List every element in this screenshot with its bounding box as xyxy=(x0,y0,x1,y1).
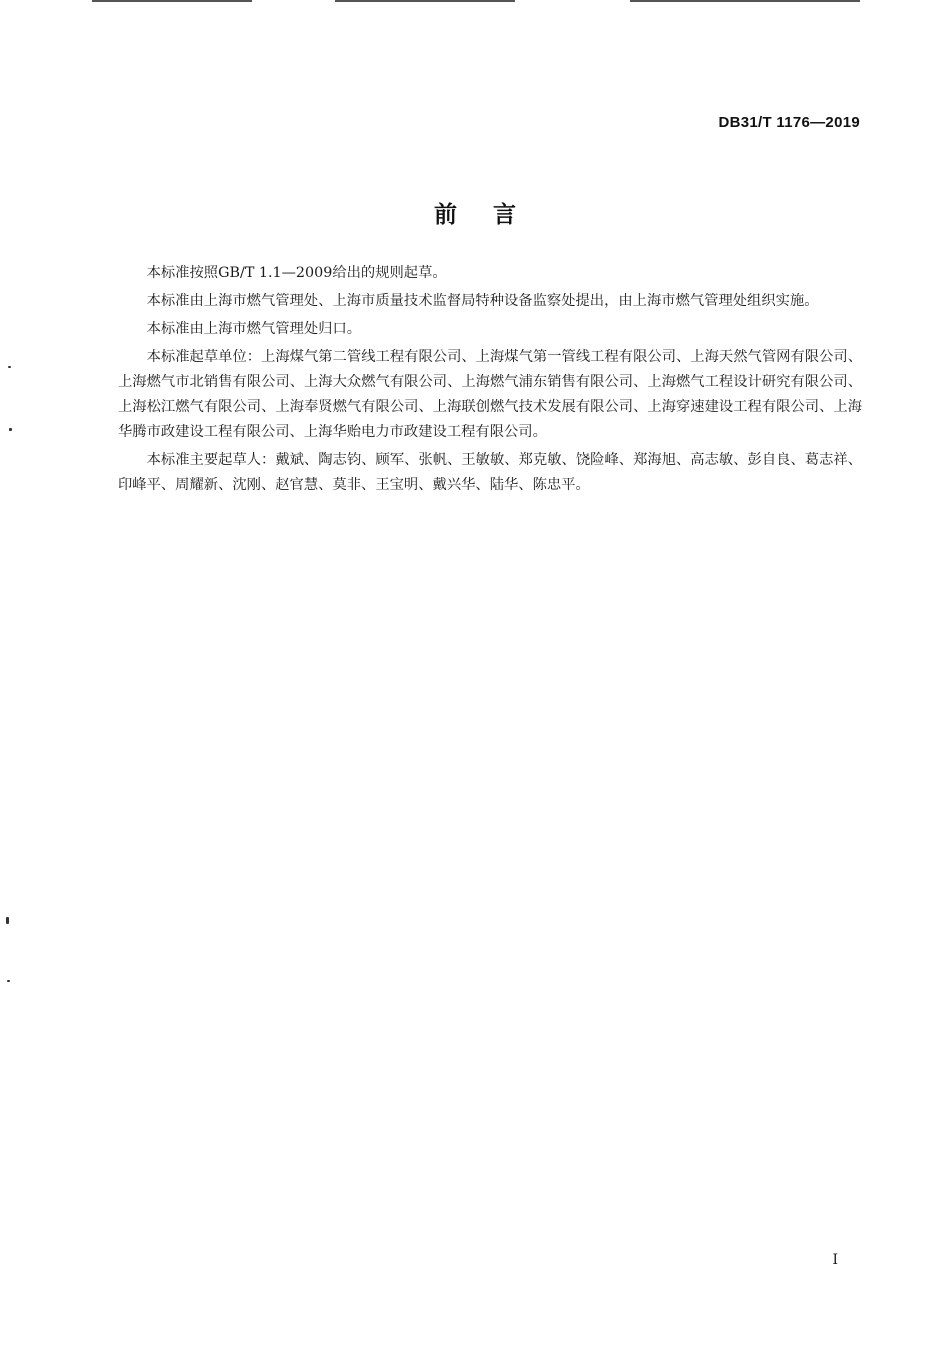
scan-edge-line xyxy=(335,0,515,2)
paragraph-drafting-rules: 本标准按照GB/T 1.1—2009给出的规则起草。 xyxy=(146,265,447,281)
paragraph-drafting-units: 本标准起草单位：上海煤气第二管线工程有限公司、上海煤气第一管线工程有限公司、上海天然气管网有限公司、上海燃气市北销售有限公司、上海大众燃气有限公司、上海燃气浦东销售有限公司、上海燃气工程设计研究有限公司、上海松江燃气有限公司、上海奉贤燃气有限公司、上海联创燃气技术发展有限公司、上海穿速建设工程有限公司、上海华腾市政建设工程有限公司、上海华贻电力市政建设工程有限公司。 xyxy=(118,349,862,440)
scan-speck xyxy=(9,428,12,431)
paragraph-proposer: 本标准由上海市燃气管理处、上海市质量技术监督局特种设备监察处提出，由上海市燃气管理处组织实施。 xyxy=(146,293,819,309)
scan-speck xyxy=(7,980,10,982)
document-code: DB31/T 1176—2019 xyxy=(718,114,860,131)
page-number: I xyxy=(832,1252,838,1268)
page-title: 前言 xyxy=(434,202,552,228)
scan-speck xyxy=(6,917,9,924)
paragraph-drafters: 本标准主要起草人：戴斌、陶志钧、顾军、张帆、王敏敏、郑克敏、饶险峰、郑海旭、高志敏、彭自良、葛志祥、印峰平、周耀新、沈刚、赵官慧、莫非、王宝明、戴兴华、陆华、陈忠平。 xyxy=(118,452,862,493)
foreword-body xyxy=(118,261,862,501)
paragraph-administrator: 本标准由上海市燃气管理处归口。 xyxy=(146,321,362,337)
scan-speck xyxy=(8,366,11,368)
scan-edge-line xyxy=(92,0,252,2)
scan-edge-line xyxy=(630,0,860,2)
